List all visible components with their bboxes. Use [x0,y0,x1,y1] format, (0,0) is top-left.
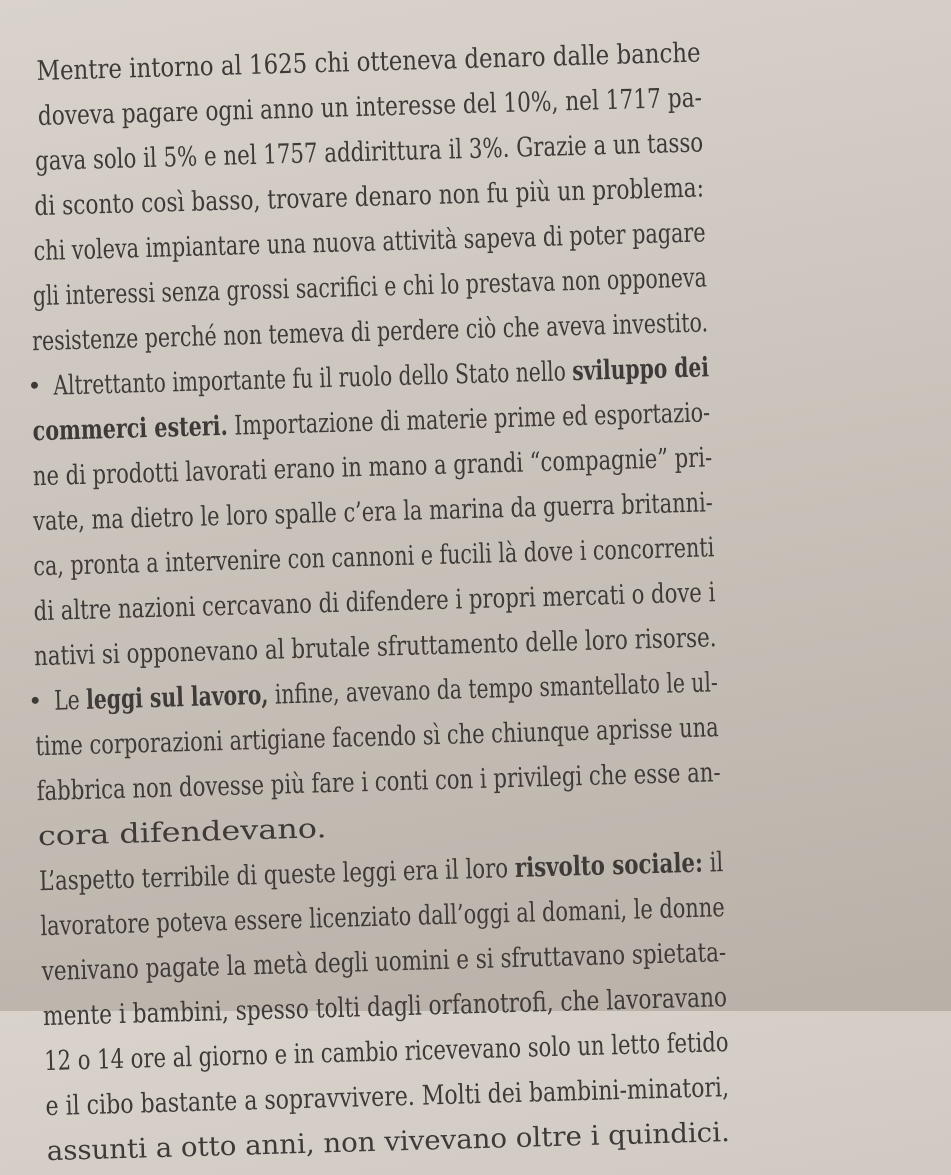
text-line: doveva pagare ogni anno un interesse del 10%, nel 1717 pa- [37,82,703,132]
text-line: time corporazioni artigiane facendo sì che chiunque aprisse una [35,712,720,763]
text-line: gava solo il 5% e nel 1757 addirittura il 3%. Grazie a un tasso [34,127,704,178]
text-line: di sconto così basso, trovare denaro non fu più un problema: [33,172,705,223]
text-line: di altre nazioni cercavano di difendere i propri mercati o dove i [33,577,716,628]
text-line: lavoratore poteva essere licenziato dall’oggi al domani, le donne [40,892,726,943]
text-line: L’aspetto terribile di queste leggi era il loro risvolto sociale: il [38,847,724,898]
bullet-line: • Altrettanto importante fu il ruolo dello Stato nello sviluppo dei [9,345,718,410]
text-line: e il cibo bastante a sopravvivere. Molti dei bambini-minatori, [45,1072,730,1123]
bullet-marker: • [27,687,43,716]
text-line: gli interessi senza grossi sacrifici e chi lo prestava non opponeva [32,262,708,313]
text-line: cora difendevano. [37,813,327,853]
bullet-marker: • [27,371,42,401]
text-line: assunti a otto anni, non vivevano oltre i quindici. [46,1117,731,1168]
text-line: venivano pagate la metà degli uomini e si sfruttavano spietata- [41,937,727,988]
text-line: nativi si opponevano al brutale sfruttamento delle loro risorse. [33,622,717,673]
text-line: ca, pronta a intervenire con cannoni e fucili là dove i concorrenti [33,532,715,583]
text-line: resistenze perché non temeva di perdere ciò che aveva investito. [31,307,709,358]
page-text [0,30,739,1174]
text-line: ne di prodotti lavorati erano in mano a grandi “compagnie” pri- [32,442,713,493]
text-line: fabbrica non dovesse più fare i conti con i privilegi che esse an- [36,757,721,808]
bullet-line: • Le leggi sul lavoro, infine, avevano da tempo smantellato le ul- [18,660,727,725]
text-line: vate, ma dietro le loro spalle c’era la marina da guerra britanni- [32,487,714,538]
text-line: Mentre intorno al 1625 chi otteneva denaro dalle banche [36,37,701,87]
text-line: mente i bambini, spesso tolti dagli orfanotrofi, che lavoravano [42,982,728,1033]
text-line: commerci esteri. Importazione di materie prime ed esportazio- [32,397,711,448]
text-line: 12 o 14 ore al giorno e in cambio ricevevano solo un letto fetido [43,1027,729,1078]
text-line: chi voleva impiantare una nuova attività sapeva di poter pagare [33,217,707,268]
